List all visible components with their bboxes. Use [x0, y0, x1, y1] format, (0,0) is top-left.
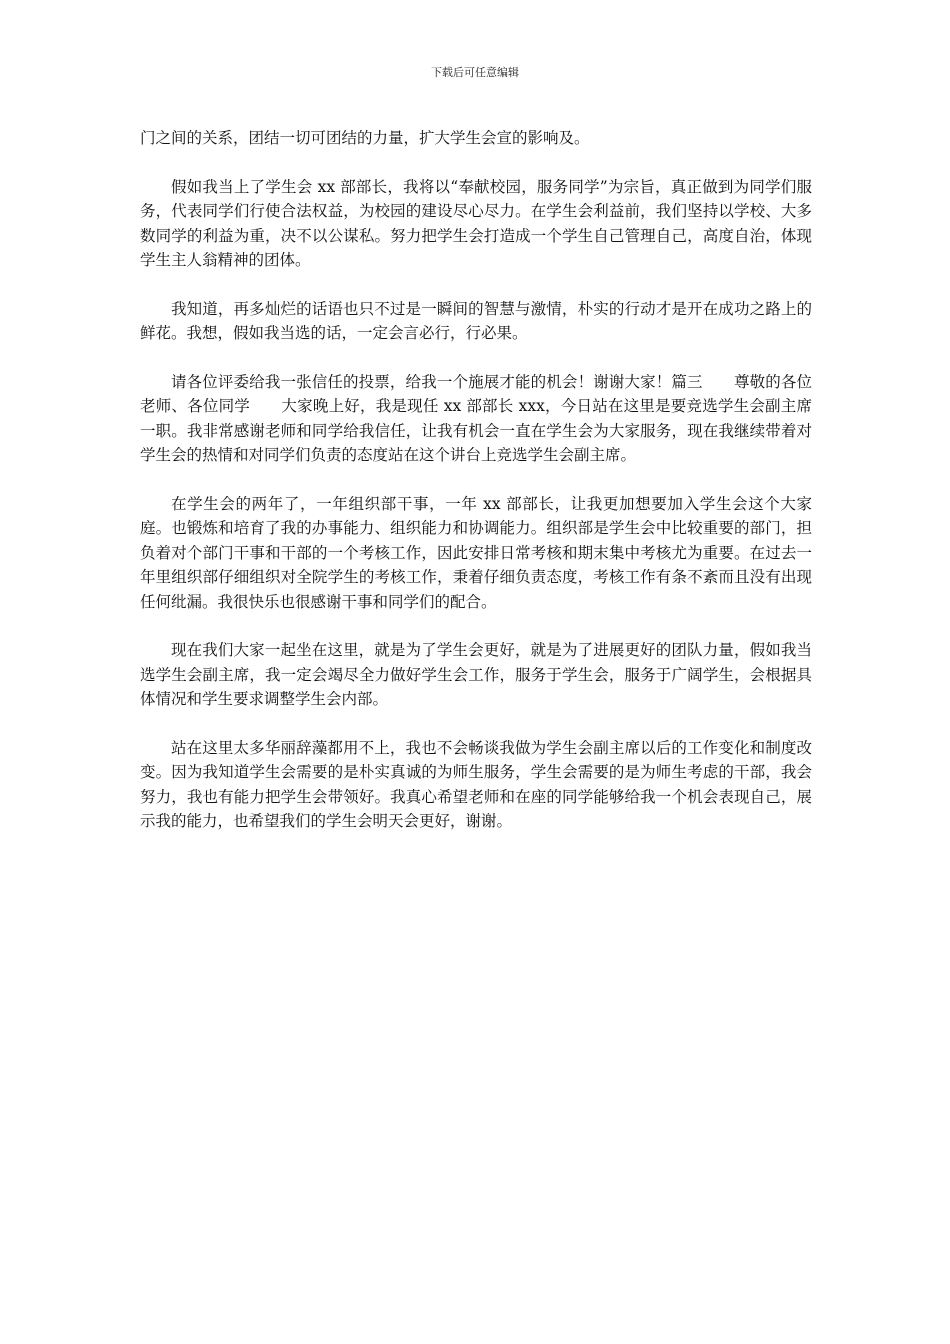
header-note: 下载后可任意编辑	[431, 66, 519, 79]
paragraph-3: 我知道，再多灿烂的话语也只不过是一瞬间的智慧与激情，朴实的行动才是开在成功之路上的鲜花。我想，假如我当选的话，一定会言必行，行必果。	[140, 299, 812, 342]
document-body	[140, 126, 812, 858]
paragraph-7: 站在这里太多华丽辞藻都用不上，我也不会畅谈我做为学生会副主席以后的工作变化和制度改变。因为我知道学生会需要的是朴实真诚的为师生服务，学生会需要的是为师生考虑的干部，我会努力，我也有能力把学生会带领好。我真心希望老师和在座的同学能够给我一个机会表现自己，展示我的能力，也希望我们的学生会明天会更好，谢谢。	[140, 738, 812, 830]
paragraph-2: 假如我当上了学生会 xx 部部长，我将以“奉献校园，服务同学”为宗旨，真正做到为同学们服务，代表同学们行使合法权益，为校园的建设尽心尽力。在学生会利益前，我们坚持以学校、大多数同学的利益为重，决不以公谋私。努力把学生会打造成一个学生自己管理自己，高度自治，体现学生主人翁精神的团体。	[140, 177, 812, 269]
paragraph-4: 请各位评委给我一张信任的投票，给我一个施展才能的机会！谢谢大家！篇三 尊敬的各位老师、各位同学 大家晚上好，我是现任 xx 部部长 xxx，今日站在这里是要竞选学生会副主席一职。我非常感谢老师和同学给我信任，让我有机会一直在学生会为大家服务，现在我继续带着对学生会的热情和对同学们负责的态度站在这个讲台上竞选学生会副主席。	[140, 372, 812, 464]
paragraph-1: 门之间的关系，团结一切可团结的力量，扩大学生会宣的影响及。	[140, 129, 590, 147]
paragraph-6: 现在我们大家一起坐在这里，就是为了学生会更好，就是为了进展更好的团队力量，假如我当选学生会副主席，我一定会竭尽全力做好学生会工作，服务于学生会，服务于广阔学生，会根据具体情况和学生要求调整学生会内部。	[140, 641, 812, 708]
paragraph-5: 在学生会的两年了，一年组织部干事，一年 xx 部部长，让我更加想要加入学生会这个大家庭。也锻炼和培育了我的办事能力、组织能力和协调能力。组织部是学生会中比较重要的部门，担负着对个部门干事和干部的一个考核工作，因此安排日常考核和期末集中考核尤为重要。在过去一年里组织部仔细组织对全院学生的考核工作，秉着仔细负责态度，考核工作有条不紊而且没有出现任何纰漏。我很快乐也很感谢干事和同学们的配合。	[140, 494, 812, 611]
